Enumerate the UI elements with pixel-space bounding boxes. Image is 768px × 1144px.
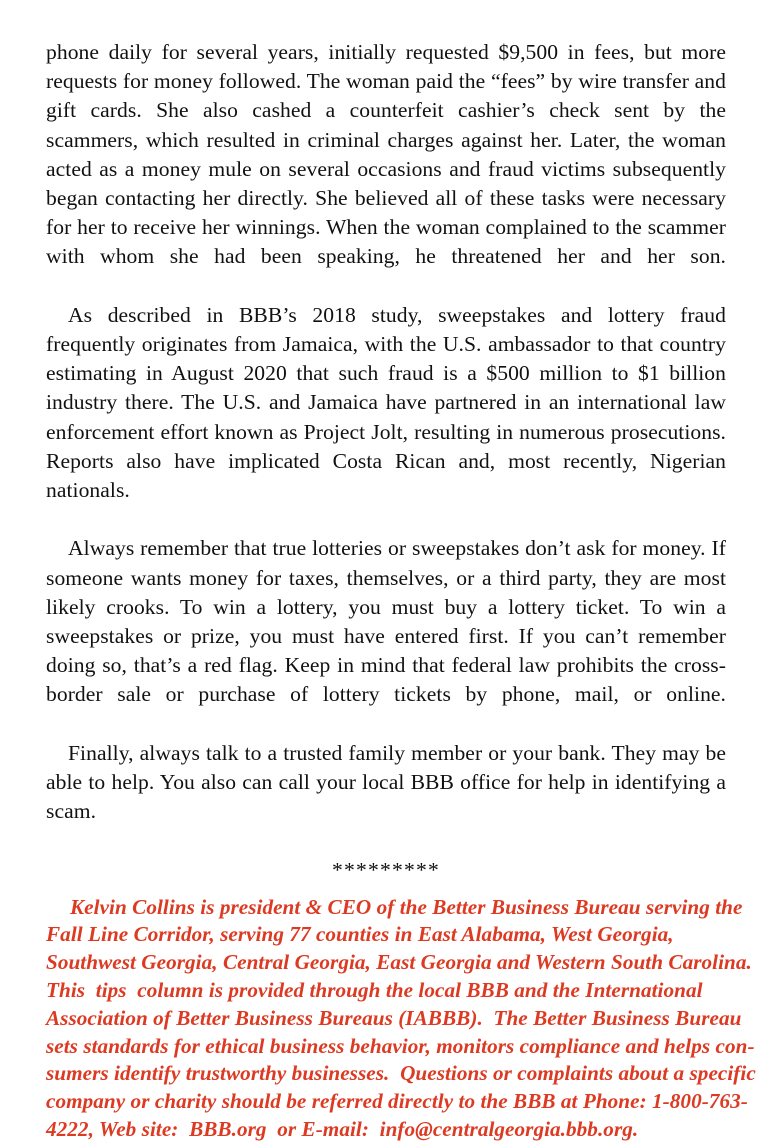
- attribution-line-6: sets standards for ethical business behavior, monitors compliance and helps con-: [46, 1033, 755, 1058]
- body-paragraph-3: Always remember that true lotteries or sweepstakes don’t ask for money. If someone wants money for taxes, themselves, or a third party, they are most likely crooks. To win a lottery, you must buy a lottery ticket. To win a sweepstakes or prize, you must have entered first. If you can’t remember doing so, that’s a red flag. Keep in mind that federal law prohibits the cross-border sale or purchase of lottery tickets by phone, mail, or online.: [46, 536, 726, 707]
- attribution-line-2: Fall Line Corridor, serving 77 counties in East Alabama, West Georgia,: [46, 922, 674, 947]
- attribution-line-4: This tips column is provided through the local BBB and the International: [46, 978, 703, 1003]
- text-column: [46, 38, 756, 1144]
- asterisk-separator: *********: [332, 857, 440, 882]
- body-paragraph-4: Finally, always talk to a trusted family member or your bank. They may be able to help. You also can call your local BBB office for help in identifying a scam.: [46, 740, 726, 824]
- attribution-line-9: 4222, Web site: BBB.org or E-mail: info@centralgeorgia.bbb.org.: [46, 1117, 639, 1142]
- body-paragraph-1: phone daily for several years, initially requested $9,500 in fees, but more requests for money followed. The woman paid the “fees” by wire transfer and gift cards. She also cashed a counterfeit cashier’s check sent by the scammers, which resulted in criminal charges against her. Later, the woman acted as a money mule on several occasions and fraud victims subsequently began contacting her directly. She believed all of these tasks were necessary for her to receive her winnings. When the woman complained to the scammer with whom she had been speaking, he threatened her and her son.: [46, 40, 726, 269]
- attribution-line-8: company or charity should be referred directly to the BBB at Phone: 1-800-763-: [46, 1089, 748, 1114]
- attribution-line-3: Southwest Georgia, Central Georgia, East Georgia and Western South Carolina.: [46, 950, 752, 975]
- attribution-line-7: sumers identify trustworthy businesses. Questions or complaints about a specific: [46, 1061, 756, 1086]
- attribution-block: [46, 885, 756, 1144]
- body-paragraph-2: As described in BBB’s 2018 study, sweepstakes and lottery fraud frequently originates from Jamaica, with the U.S. ambassador to that country estimating in August 2020 that such fraud is a $500 million to $1 billion industry there. The U.S. and Jamaica have partnered in an international law enforcement effort known as Project Jolt, resulting in numerous prosecutions. Reports also have implicated Costa Rican and, most recently, Nigerian nationals.: [46, 302, 726, 503]
- attribution-line-1: Kelvin Collins is president & CEO of the Better Business Bureau serving the: [70, 894, 743, 919]
- attribution-line-5: Association of Better Business Bureaus (IABBB). The Better Business Bureau: [46, 1005, 742, 1030]
